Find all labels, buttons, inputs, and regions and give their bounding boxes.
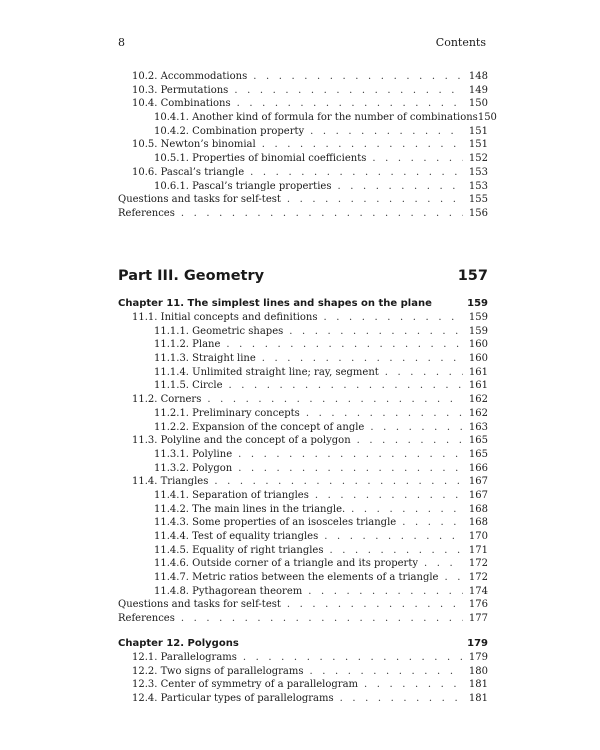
dot-leader bbox=[226, 338, 462, 352]
toc-entry-title: 12.3. Center of symmetry of a parallelogram bbox=[132, 679, 359, 691]
dot-leader bbox=[243, 651, 463, 665]
toc-entry bbox=[118, 557, 488, 571]
dot-leader bbox=[372, 152, 463, 166]
dot-leader bbox=[310, 125, 463, 139]
toc-entry bbox=[118, 516, 488, 530]
dot-leader bbox=[337, 180, 462, 194]
toc-entry-title: 10.3. Permutations bbox=[132, 84, 229, 96]
toc-entry bbox=[118, 407, 488, 421]
toc-entry bbox=[118, 138, 488, 152]
toc-entry bbox=[118, 311, 488, 325]
dot-leader bbox=[324, 311, 463, 325]
toc-entry-title: 11.1.4. Unlimited straight line; ray, segment bbox=[154, 366, 379, 378]
toc-entry-title: 11.3.2. Polygon bbox=[154, 462, 233, 474]
toc-entry-page: 159 bbox=[468, 312, 488, 323]
dot-leader bbox=[207, 393, 463, 407]
toc-entry-title: 10.6. Pascal’s triangle bbox=[132, 166, 245, 178]
toc-entry-title: 10.4. Combinations bbox=[132, 98, 231, 110]
toc-entry bbox=[118, 366, 488, 380]
toc-entry bbox=[118, 193, 488, 207]
toc-entry bbox=[118, 678, 488, 692]
dot-leader bbox=[238, 448, 463, 462]
toc-entry bbox=[118, 421, 488, 435]
dot-leader bbox=[308, 585, 463, 599]
toc-entry-title: 11.1.1. Geometric shapes bbox=[154, 325, 284, 337]
toc-entry-page: 163 bbox=[468, 421, 488, 433]
chapter-title: Chapter 12. Polygons bbox=[118, 637, 239, 649]
toc-top-section bbox=[118, 70, 497, 221]
toc-entry-page: 156 bbox=[468, 207, 488, 219]
toc-entry bbox=[118, 325, 488, 339]
toc-entry bbox=[118, 665, 488, 679]
dot-leader bbox=[250, 166, 463, 180]
toc-entry-title: 11.3.1. Polyline bbox=[154, 448, 233, 460]
toc-entry-title: 11.1.3. Straight line bbox=[154, 353, 256, 365]
toc-entry-page: 165 bbox=[468, 448, 488, 460]
toc-entry bbox=[118, 612, 488, 626]
toc-entry bbox=[118, 84, 488, 98]
toc-entry bbox=[118, 393, 488, 407]
toc-entry-page: 150 bbox=[468, 98, 488, 110]
toc-entry bbox=[118, 352, 488, 366]
toc-entry bbox=[118, 598, 488, 612]
toc-entry-page: 153 bbox=[468, 166, 488, 178]
dot-leader bbox=[253, 70, 463, 84]
toc-entry bbox=[118, 70, 488, 84]
dot-leader bbox=[351, 503, 463, 517]
toc-entry-page: 150 bbox=[477, 112, 497, 124]
dot-leader bbox=[329, 544, 462, 558]
toc-entry-page: 148 bbox=[468, 71, 488, 82]
toc-entry-title: 10.2. Accommodations bbox=[132, 71, 248, 82]
toc-entry-title: Questions and tasks for self-test bbox=[118, 194, 281, 206]
toc-entry-page: 151 bbox=[468, 139, 488, 151]
toc-entry-page: 160 bbox=[468, 339, 488, 351]
toc-entry-title: 10.5.1. Properties of binomial coefficients bbox=[154, 153, 367, 165]
toc-entry-title: 11.1. Initial concepts and definitions bbox=[132, 312, 318, 323]
toc-entry bbox=[118, 462, 488, 476]
toc-entry-page: 162 bbox=[468, 407, 488, 419]
part-title: Part III. Geometry bbox=[118, 268, 265, 284]
toc-entry bbox=[118, 338, 488, 352]
dot-leader bbox=[370, 421, 463, 435]
toc-entry-title: 10.6.1. Pascal’s triangle properties bbox=[154, 180, 332, 192]
toc-entry bbox=[118, 651, 488, 665]
toc-entry-title: 11.4.7. Metric ratios between the elements of a triangle bbox=[154, 572, 439, 584]
toc-geometry-section bbox=[118, 268, 488, 706]
toc-entry-title: 12.1. Parallelograms bbox=[132, 651, 237, 663]
toc-entry bbox=[118, 166, 488, 180]
dot-leader bbox=[306, 407, 463, 421]
running-header bbox=[118, 36, 486, 49]
toc-entry bbox=[118, 434, 488, 448]
dot-leader bbox=[229, 379, 463, 393]
toc-entry-page: 161 bbox=[468, 380, 488, 392]
toc-entry-title: 11.2. Corners bbox=[132, 394, 202, 406]
toc-entry-page: 170 bbox=[468, 531, 488, 542]
toc-entry bbox=[118, 379, 488, 393]
dot-leader bbox=[324, 530, 463, 544]
toc-entry-title: 11.4. Triangles bbox=[132, 476, 209, 488]
toc-entry bbox=[118, 544, 488, 558]
toc-entry-page: 172 bbox=[468, 572, 488, 584]
toc-entry bbox=[118, 571, 488, 585]
toc-entry-page: 162 bbox=[468, 394, 488, 406]
toc-entry-page: 172 bbox=[468, 558, 488, 570]
toc-entry bbox=[118, 180, 488, 194]
toc-entry-page: 149 bbox=[468, 84, 488, 96]
dot-leader bbox=[237, 97, 463, 111]
toc-entry bbox=[118, 207, 488, 221]
dot-leader bbox=[287, 598, 463, 612]
chapter-page: 179 bbox=[467, 637, 488, 649]
toc-entry-page: 160 bbox=[468, 353, 488, 365]
toc-entry bbox=[118, 489, 488, 503]
toc-entry-page: 155 bbox=[468, 194, 488, 206]
toc-entry-title: 11.4.2. The main lines in the triangle. bbox=[154, 503, 346, 515]
toc-entry-title: 12.4. Particular types of parallelograms bbox=[132, 692, 334, 704]
toc-entry-page: 167 bbox=[468, 489, 488, 501]
dot-leader bbox=[402, 516, 463, 530]
part-heading bbox=[118, 268, 488, 292]
toc-entry bbox=[118, 530, 488, 544]
toc-entry-page: 181 bbox=[468, 692, 488, 704]
toc-entry-page: 152 bbox=[468, 153, 488, 165]
toc-entry bbox=[118, 585, 488, 599]
chapter-12-entries bbox=[118, 651, 488, 706]
toc-entry-page: 176 bbox=[468, 599, 488, 611]
chapter-11-entries bbox=[118, 311, 488, 626]
dot-leader bbox=[289, 325, 463, 339]
dot-leader bbox=[385, 366, 463, 380]
toc-entry-page: 153 bbox=[468, 180, 488, 192]
toc-entry-page: 159 bbox=[468, 325, 488, 337]
toc-entry-title: 11.4.6. Outside corner of a triangle and its property bbox=[154, 558, 418, 570]
toc-entry bbox=[118, 152, 488, 166]
toc-entry-title: 11.4.1. Separation of triangles bbox=[154, 489, 309, 501]
dot-leader bbox=[424, 557, 463, 571]
toc-entry-title: 11.1.2. Plane bbox=[154, 339, 221, 351]
toc-entry-title: 11.3. Polyline and the concept of a polygon bbox=[132, 435, 351, 447]
chapter-heading bbox=[118, 636, 488, 651]
toc-entry-page: 165 bbox=[468, 435, 488, 447]
dot-leader bbox=[364, 678, 463, 692]
dot-leader bbox=[340, 692, 463, 706]
dot-leader bbox=[181, 207, 463, 221]
toc-entry-page: 168 bbox=[468, 503, 488, 515]
dot-leader bbox=[315, 489, 463, 503]
dot-leader bbox=[262, 352, 463, 366]
toc-entry-page: 174 bbox=[468, 585, 488, 597]
toc-entry bbox=[118, 503, 488, 517]
toc-entry bbox=[118, 97, 488, 111]
toc-entry-page: 181 bbox=[468, 679, 488, 691]
toc-entry-title: 11.2.1. Preliminary concepts bbox=[154, 407, 300, 419]
toc-entry bbox=[118, 692, 488, 706]
dot-leader bbox=[357, 434, 463, 448]
dot-leader bbox=[181, 612, 463, 626]
dot-leader bbox=[287, 193, 463, 207]
toc-entry-page: 167 bbox=[468, 476, 488, 488]
toc-entry-page: 161 bbox=[468, 366, 488, 378]
toc-entry-title: 11.4.8. Pythagorean theorem bbox=[154, 585, 303, 597]
chapter-page: 159 bbox=[467, 298, 488, 309]
chapter-title: Chapter 11. The simplest lines and shapes on the plane bbox=[118, 298, 432, 309]
dot-leader bbox=[214, 475, 463, 489]
toc-entry-title: References bbox=[118, 207, 175, 219]
dot-leader bbox=[444, 571, 462, 585]
toc-entry-title: 11.1.5. Circle bbox=[154, 380, 223, 392]
toc-entry bbox=[118, 475, 488, 489]
toc-entry-page: 151 bbox=[468, 125, 488, 137]
toc-entry-title: 11.2.2. Expansion of the concept of angle bbox=[154, 421, 365, 433]
toc-entry bbox=[118, 125, 488, 139]
toc-entry-title: 12.2. Two signs of parallelograms bbox=[132, 665, 304, 677]
toc-entry-page: 177 bbox=[468, 613, 488, 625]
dot-leader bbox=[238, 462, 463, 476]
toc-entry-title: 10.4.2. Combination property bbox=[154, 125, 305, 137]
part-page: 157 bbox=[457, 268, 488, 284]
toc-entry-title: 11.4.5. Equality of right triangles bbox=[154, 544, 324, 556]
toc-entry-title: 10.4.1. Another kind of formula for the number of combinations bbox=[154, 112, 478, 124]
toc-entry-page: 166 bbox=[468, 462, 488, 474]
page-number: 8 bbox=[118, 36, 125, 49]
toc-entry-title: 11.4.4. Test of equality triangles bbox=[154, 531, 319, 542]
toc-entry-title: Questions and tasks for self-test bbox=[118, 599, 281, 611]
toc-entry-page: 168 bbox=[468, 517, 488, 529]
toc-entry bbox=[118, 448, 488, 462]
dot-leader bbox=[309, 665, 462, 679]
toc-entry-page: 171 bbox=[468, 544, 488, 556]
dot-leader bbox=[262, 138, 463, 152]
toc-entry-title: References bbox=[118, 613, 175, 625]
toc-entry-page: 179 bbox=[468, 651, 488, 663]
toc-entry-title: 10.5. Newton’s binomial bbox=[132, 139, 256, 151]
chapter-heading bbox=[118, 296, 488, 311]
dot-leader bbox=[234, 84, 463, 98]
toc-entry-title: 11.4.3. Some properties of an isosceles triangle bbox=[154, 517, 397, 529]
toc-entry-page: 180 bbox=[468, 665, 488, 677]
running-title: Contents bbox=[435, 36, 486, 49]
toc-entry bbox=[118, 111, 497, 125]
